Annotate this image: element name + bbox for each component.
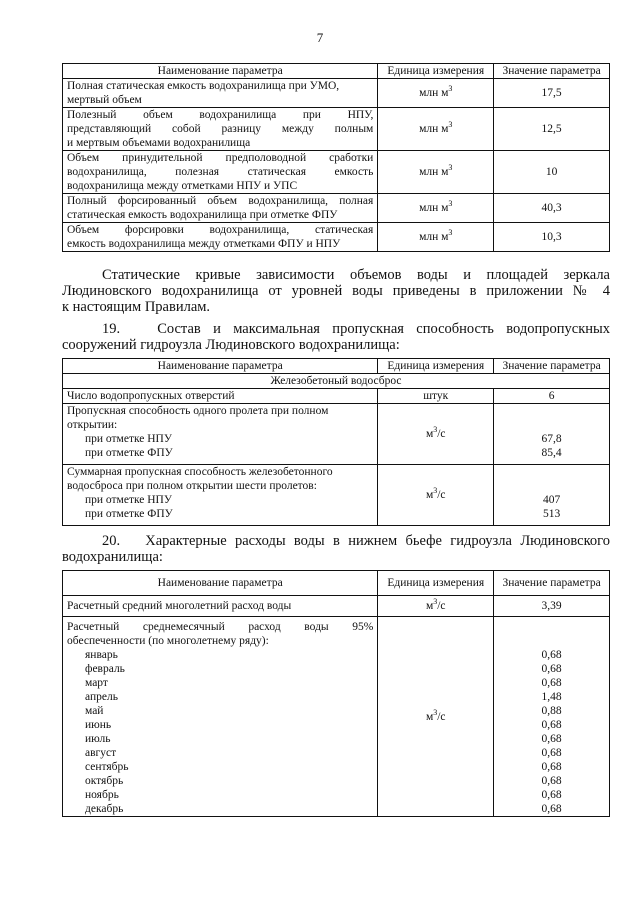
row-unit: млн $м^3$ (378, 151, 494, 194)
name-line: Объем форсировки водохранилища, статическая (67, 224, 374, 236)
row-name (63, 223, 378, 252)
table-row (63, 596, 610, 617)
month-value: 0,68 (541, 649, 562, 661)
name-line: Суммарная пропускная способность железобетонного (67, 466, 333, 478)
month-label: июль (85, 733, 111, 745)
value-line: 85,4 (541, 447, 562, 459)
row-name (63, 465, 378, 526)
row-unit: млн $м^3$ (378, 223, 494, 252)
header-name: Наименование параметра (63, 359, 378, 374)
row-name (63, 79, 378, 108)
month-value: 0,68 (541, 803, 562, 815)
header-name: Наименование параметра (63, 64, 378, 79)
month-value: 0,68 (541, 747, 562, 759)
header-unit: Единица измерения (378, 359, 494, 374)
month-value: 0,68 (541, 775, 562, 787)
table-row (63, 617, 610, 817)
water-discharge-table (62, 570, 610, 817)
row-name (63, 194, 378, 223)
month-label: август (85, 747, 117, 759)
month-value: 0,88 (541, 705, 562, 717)
text-line: водохранилища: (62, 549, 163, 565)
table-row (63, 389, 610, 404)
table-row (63, 404, 610, 465)
month-label: май (85, 705, 104, 717)
table-header-row (63, 64, 610, 79)
name-subline: при отметке ФПУ (85, 508, 173, 520)
month-label: октябрь (85, 775, 124, 787)
name-line: Полный форсированный объем водохранилища, полная (67, 195, 374, 207)
row-value: 17,5 (494, 79, 610, 108)
row-value: 6 (494, 389, 610, 404)
month-label: январь (85, 649, 118, 661)
row-value (494, 465, 610, 526)
section-title: Железобетоный водосброс (63, 374, 610, 389)
row-value: 10,3 (494, 223, 610, 252)
name-line: представляющий собой разницу между полным (67, 123, 374, 135)
header-name: Наименование параметра (63, 571, 378, 596)
value-line: 407 (542, 494, 561, 506)
row-name (63, 108, 378, 151)
text-line: Людиновского водохранилища от уровней воды приведены в приложении № 4 (62, 283, 610, 299)
header-value: Значение параметра (494, 64, 610, 79)
row-value: 10 (494, 151, 610, 194)
row-value (494, 404, 610, 465)
month-value: 0,68 (541, 663, 562, 675)
row-name (63, 151, 378, 194)
row-name (63, 404, 378, 465)
month-value: 0,68 (541, 719, 562, 731)
text-line: 19. Состав и максимальная пропускная способность водопропускных (102, 321, 610, 337)
row-unit: $м^3/с$ (378, 596, 494, 617)
page-number: 7 (316, 30, 324, 45)
row-unit: $м^3/с$ (378, 404, 494, 465)
name-line: Полная статическая емкость водохранилища при УМО, (67, 80, 340, 92)
header-unit: Единица измерения (378, 571, 494, 596)
row-unit: $м^3/с$ (378, 465, 494, 526)
name-line: обеспеченности (по многолетнему ряду): (67, 635, 269, 647)
row-unit: штук (378, 389, 494, 404)
header-unit: Единица измерения (378, 64, 494, 79)
table-header-row (63, 359, 610, 374)
section-row (63, 374, 610, 389)
spillway-table (62, 358, 610, 526)
row-name: Число водопропускных отверстий (63, 389, 378, 404)
name-line: Расчетный среднемесячный расход воды 95% (67, 621, 374, 633)
month-value: 0,68 (541, 733, 562, 745)
row-value (494, 617, 610, 817)
text-line: 20. Характерные расходы воды в нижнем бьефе гидроузла Людиновского (102, 533, 610, 549)
row-value: 12,5 (494, 108, 610, 151)
month-value: 0,68 (541, 789, 562, 801)
paragraph-20 (62, 533, 610, 565)
name-line: открытии: (67, 419, 118, 431)
name-subline: при отметке НПУ (85, 433, 172, 445)
name-line: Полезный объем водохранилища при НПУ, (67, 109, 374, 121)
row-unit: $м^3/с$ (378, 617, 494, 817)
month-value: 1,48 (541, 691, 562, 703)
name-line: водосброса при полном открытии шести пролетов: (67, 480, 317, 492)
name-line: мертвый объем (67, 94, 142, 106)
row-value: 40,3 (494, 194, 610, 223)
month-label: июнь (85, 719, 112, 731)
text-line: Статические кривые зависимости объемов воды и площадей зеркала (102, 267, 610, 283)
text-line: сооружений гидроузла Людиновского водохранилища: (62, 337, 400, 353)
name-line: и мертвым объемами водохранилища (67, 137, 251, 149)
table-row (63, 194, 610, 223)
month-label: февраль (85, 663, 125, 675)
month-value: 0,68 (541, 677, 562, 689)
name-subline: при отметке ФПУ (85, 447, 173, 459)
month-label: апрель (85, 691, 118, 703)
name-line: емкость водохранилища между отметками ФПУ и НПУ (67, 238, 341, 250)
row-value: 3,39 (494, 596, 610, 617)
row-name: Расчетный средний многолетний расход воды (63, 596, 378, 617)
table-row (63, 79, 610, 108)
row-name (63, 617, 378, 817)
table-row (63, 223, 610, 252)
month-label: сентябрь (85, 761, 129, 773)
table-header-row (63, 571, 610, 596)
name-line: Пропускная способность одного пролета при полном (67, 405, 329, 417)
name-subline: при отметке НПУ (85, 494, 172, 506)
reservoir-volumes-table (62, 63, 610, 252)
value-line: 513 (542, 508, 561, 520)
row-unit: млн $м^3$ (378, 108, 494, 151)
name-line: водохранилища между отметками НПУ и УПС (67, 180, 298, 192)
month-value: 0,68 (541, 761, 562, 773)
name-line: водохранилища, полезная статическая емкость (67, 166, 374, 178)
name-line: Объем принудительной предполоводной сработки (67, 152, 374, 164)
table-row (63, 465, 610, 526)
month-label: март (85, 677, 108, 689)
row-unit: млн $м^3$ (378, 194, 494, 223)
header-value: Значение параметра (494, 571, 610, 596)
table-row (63, 108, 610, 151)
row-unit: млн $м^3$ (378, 79, 494, 108)
value-line: 67,8 (541, 433, 562, 445)
name-line: статическая емкость водохранилища при отметке ФПУ (67, 209, 338, 221)
text-line: к настоящим Правилам. (62, 299, 211, 315)
month-label: ноябрь (85, 789, 119, 801)
paragraph-19 (62, 321, 610, 353)
paragraph-static-curves (62, 267, 610, 315)
month-label: декабрь (85, 803, 124, 815)
table-row (63, 151, 610, 194)
header-value: Значение параметра (494, 359, 610, 374)
